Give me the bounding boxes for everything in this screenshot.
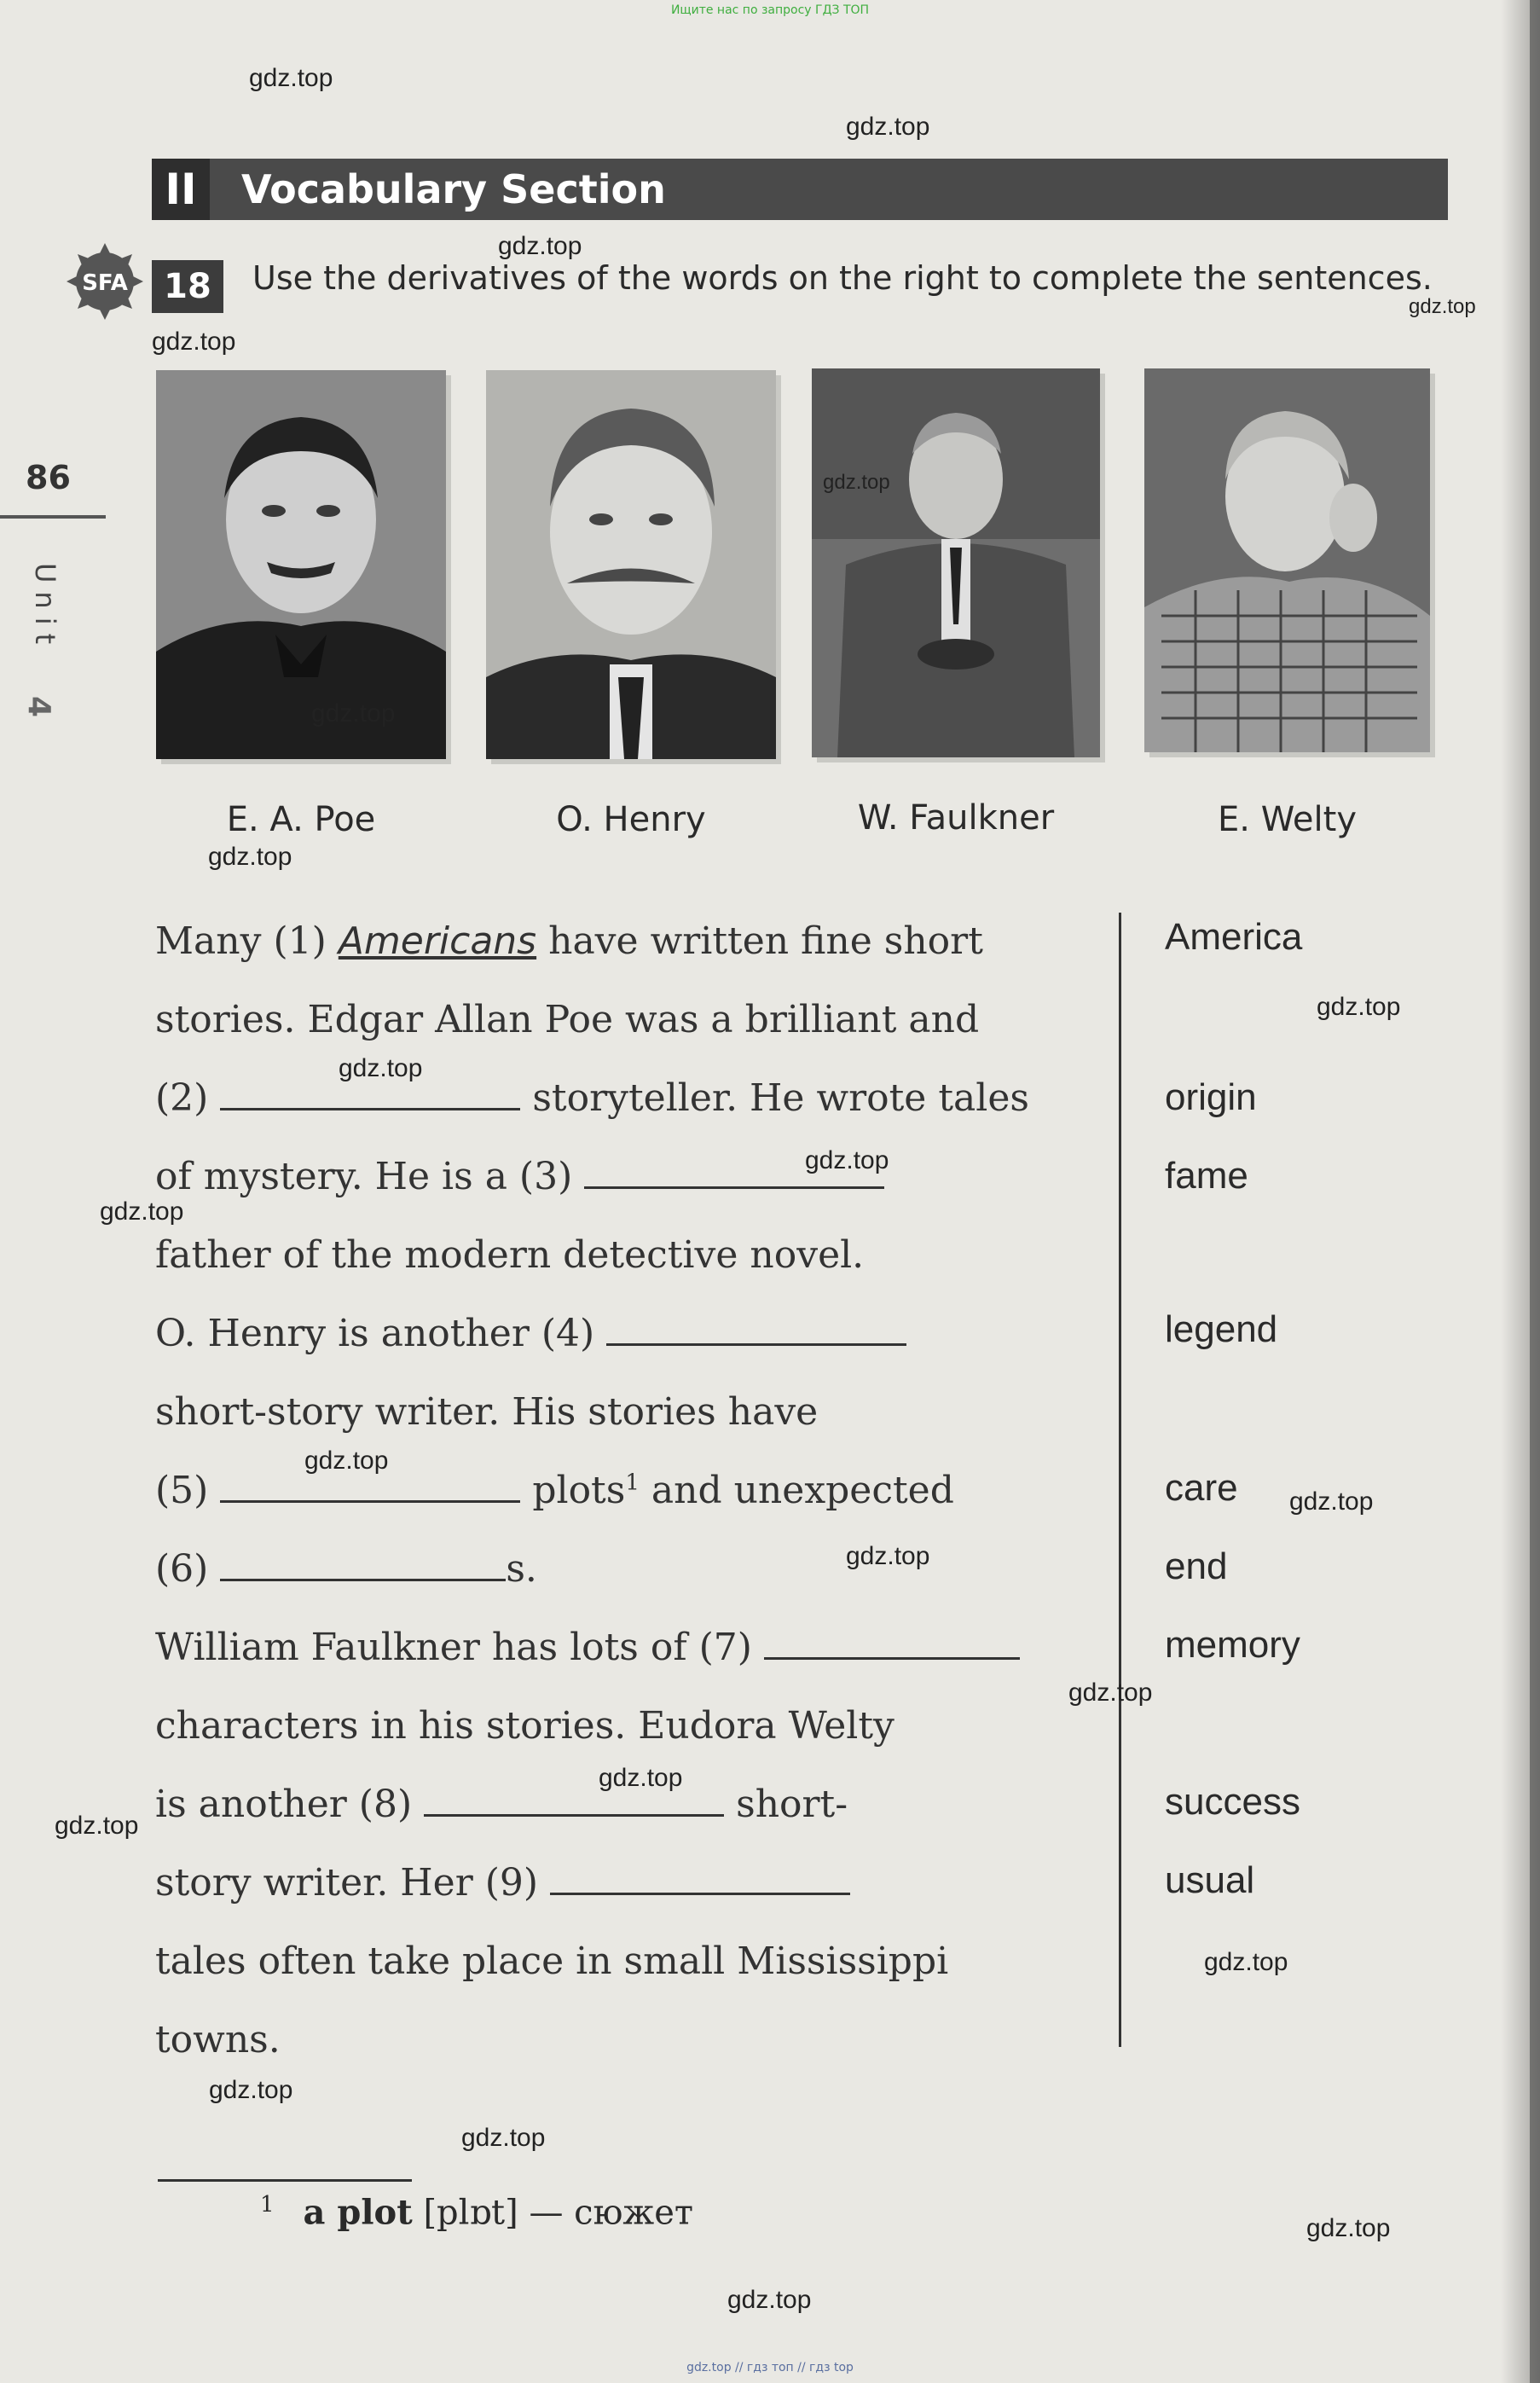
text-segment: short- bbox=[736, 1783, 848, 1826]
section-number: II bbox=[152, 159, 210, 220]
text-line-9 bbox=[155, 1547, 537, 1591]
blank-8 bbox=[424, 1797, 724, 1817]
caption-henry: O. Henry bbox=[556, 800, 706, 839]
blank-4 bbox=[606, 1326, 906, 1346]
text-line-1 bbox=[155, 919, 983, 963]
blank-7 bbox=[764, 1640, 1020, 1660]
page-number: 86 bbox=[26, 459, 71, 496]
unit-number: 4 bbox=[21, 695, 57, 718]
watermark: gdz.top bbox=[339, 1054, 423, 1082]
word-america: America bbox=[1165, 916, 1303, 958]
text-line-4 bbox=[155, 1155, 884, 1198]
text-segment: (5) bbox=[155, 1469, 209, 1512]
text-segment: of mystery. He is a (3) bbox=[155, 1155, 573, 1198]
word-fame: fame bbox=[1165, 1155, 1248, 1197]
watermark: gdz.top bbox=[1068, 1679, 1153, 1707]
text-segment: storyteller. He wrote tales bbox=[532, 1076, 1029, 1120]
footnote-ref: 1 bbox=[625, 1470, 640, 1496]
watermark: gdz.top bbox=[1289, 1487, 1374, 1516]
watermark: gdz.top bbox=[846, 1542, 930, 1570]
text-segment: story writer. Her (9) bbox=[155, 1861, 539, 1905]
watermark: gdz.top bbox=[823, 471, 890, 494]
caption-faulkner: W. Faulkner bbox=[857, 798, 1055, 838]
footnote-translation: — сюжет bbox=[529, 2193, 693, 2233]
watermark: gdz.top bbox=[152, 328, 236, 356]
text-segment: (6) bbox=[155, 1547, 209, 1591]
page-number-rule bbox=[0, 515, 106, 519]
watermark: gdz.top bbox=[461, 2124, 546, 2152]
watermark: gdz.top bbox=[1409, 295, 1476, 318]
section-title: Vocabulary Section bbox=[241, 166, 666, 212]
text-line-3 bbox=[155, 1076, 1029, 1120]
caption-welty: E. Welty bbox=[1218, 800, 1357, 839]
photo-poe bbox=[156, 370, 446, 759]
footnote-transcription: [plɒt] bbox=[423, 2193, 518, 2233]
watermark: gdz.top bbox=[209, 2076, 293, 2104]
sfa-badge-icon bbox=[67, 243, 143, 320]
word-care: care bbox=[1165, 1467, 1238, 1509]
word-end: end bbox=[1165, 1545, 1228, 1587]
watermark: gdz.top bbox=[1204, 1948, 1288, 1976]
blank-2 bbox=[220, 1091, 520, 1110]
text-line-5: father of the modern detective novel. bbox=[155, 1233, 865, 1277]
bottom-banner: gdz.top // гдз топ // гдз top bbox=[686, 2361, 854, 2374]
watermark: gdz.top bbox=[100, 1197, 184, 1226]
text-line-14: tales often take place in small Mississippi bbox=[155, 1939, 949, 1983]
answer-1: Americans bbox=[338, 919, 537, 963]
text-line-7: short-story writer. His stories have bbox=[155, 1390, 819, 1434]
watermark: gdz.top bbox=[208, 843, 292, 871]
watermark: gdz.top bbox=[311, 699, 396, 728]
word-legend: legend bbox=[1165, 1308, 1278, 1350]
text-line-6 bbox=[155, 1312, 906, 1355]
exercise-number: 18 bbox=[152, 260, 223, 313]
word-usual: usual bbox=[1165, 1859, 1255, 1901]
watermark: gdz.top bbox=[498, 232, 582, 260]
watermark: gdz.top bbox=[846, 113, 930, 141]
unit-label: Unit bbox=[29, 563, 61, 653]
section-header bbox=[152, 159, 1448, 220]
word-success: success bbox=[1165, 1781, 1300, 1823]
text-segment: (2) bbox=[155, 1076, 209, 1120]
column-divider bbox=[1119, 913, 1121, 2047]
text-segment: is another (8) bbox=[155, 1783, 413, 1826]
caption-poe: E. A. Poe bbox=[226, 800, 376, 839]
text-line-15: towns. bbox=[155, 2018, 281, 2061]
text-segment: William Faulkner has lots of (7) bbox=[155, 1626, 752, 1669]
text-line-10 bbox=[155, 1626, 1020, 1669]
exercise-instruction: Use the derivatives of the words on the right to complete the sentences. bbox=[252, 259, 1433, 297]
text-line-8 bbox=[155, 1469, 954, 1512]
text-segment: have written fine short bbox=[548, 919, 983, 963]
page-edge bbox=[1530, 0, 1540, 2383]
watermark: gdz.top bbox=[1317, 993, 1401, 1021]
footnote-term: a plot bbox=[303, 2192, 413, 2233]
watermark: gdz.top bbox=[304, 1447, 389, 1475]
text-segment: and unexpected bbox=[651, 1469, 954, 1512]
text-segment: plots bbox=[532, 1469, 626, 1512]
photo-welty bbox=[1144, 368, 1430, 752]
text-segment: s. bbox=[506, 1547, 537, 1591]
text-segment: Many (1) bbox=[155, 919, 327, 963]
text-line-13 bbox=[155, 1861, 850, 1905]
top-banner: Ищите нас по запросу ГДЗ ТОП bbox=[670, 3, 870, 17]
watermark: gdz.top bbox=[249, 64, 333, 92]
watermark: gdz.top bbox=[805, 1146, 889, 1174]
word-memory: memory bbox=[1165, 1624, 1300, 1666]
footnote bbox=[256, 2192, 693, 2232]
word-origin: origin bbox=[1165, 1076, 1257, 1118]
footnote-rule bbox=[158, 2179, 412, 2182]
text-segment: O. Henry is another (4) bbox=[155, 1312, 595, 1355]
watermark: gdz.top bbox=[599, 1764, 683, 1792]
blank-9 bbox=[550, 1876, 850, 1895]
text-line-12 bbox=[155, 1783, 848, 1826]
watermark: gdz.top bbox=[727, 2286, 812, 2314]
footnote-marker: 1 bbox=[260, 2192, 275, 2218]
watermark: gdz.top bbox=[55, 1812, 139, 1840]
sfa-badge-label: SFA bbox=[82, 270, 128, 296]
blank-5 bbox=[220, 1483, 520, 1503]
watermark: gdz.top bbox=[1306, 2214, 1391, 2242]
blank-6 bbox=[220, 1562, 506, 1581]
text-line-2: stories. Edgar Allan Poe was a brilliant and bbox=[155, 998, 980, 1041]
photo-henry bbox=[486, 370, 776, 759]
photo-faulkner bbox=[812, 368, 1100, 757]
text-line-11: characters in his stories. Eudora Welty bbox=[155, 1704, 894, 1748]
